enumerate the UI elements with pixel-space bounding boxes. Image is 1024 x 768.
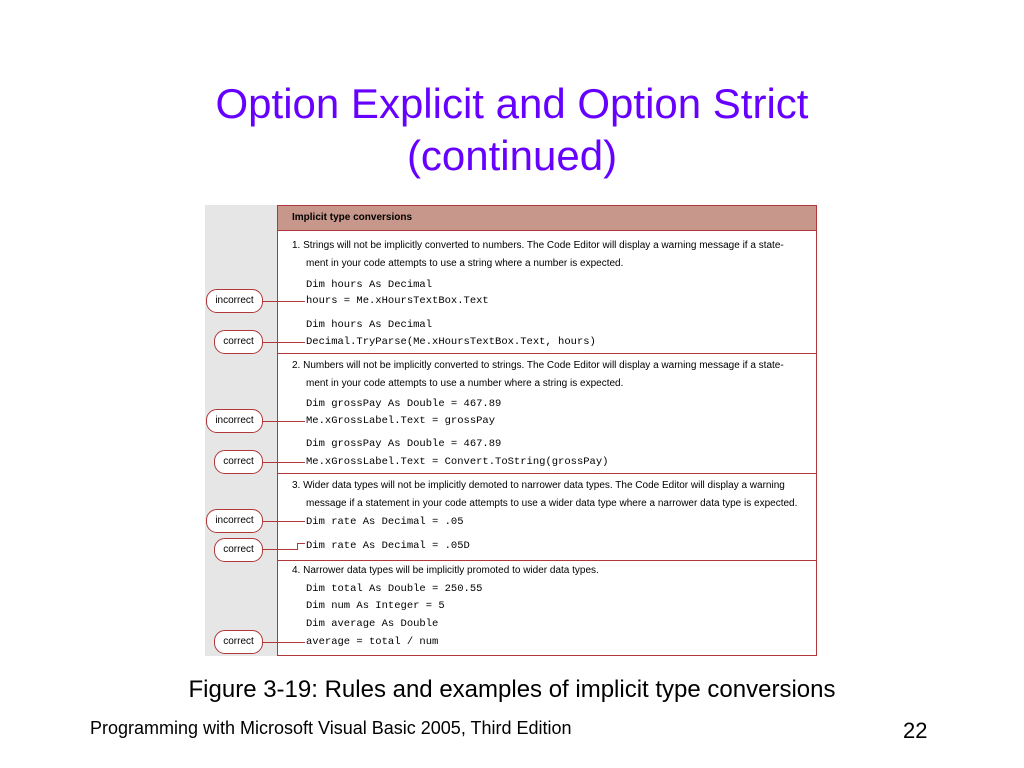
rule4-code-line3: Dim average As Double (306, 618, 439, 630)
rule1-correct-code-line1: Dim hours As Decimal (306, 319, 433, 331)
rule3-text-line1: 3. Wider data types will not be implicitly demoted to narrower data types. The Code Editor will display a warning (292, 480, 785, 491)
label-connector (262, 549, 297, 550)
correct-label: correct (214, 330, 263, 354)
rule2-incorrect-code-line1: Dim grossPay As Double = 467.89 (306, 398, 502, 410)
rule1-correct-code-line2: Decimal.TryParse(Me.xHoursTextBox.Text, hours) (306, 336, 596, 348)
rule1-incorrect-code-line2: hours = Me.xHoursTextBox.Text (306, 295, 489, 307)
label-connector (262, 521, 305, 522)
figure-header-text: Implicit type conversions (292, 212, 413, 223)
label-connector (297, 543, 298, 550)
rule2-correct-code-line1: Dim grossPay As Double = 467.89 (306, 438, 502, 450)
rule3-text-line2: message if a statement in your code attempts to use a wider data type where a narrower data type is expected. (306, 498, 798, 509)
rule4-code-line1: Dim total As Double = 250.55 (306, 583, 483, 595)
figure-implicit-conversions (205, 205, 817, 656)
slide-footer: Programming with Microsoft Visual Basic 2005, Third Edition (90, 718, 572, 738)
label-connector (262, 342, 305, 343)
rule2-incorrect-code-line2: Me.xGrossLabel.Text = grossPay (306, 415, 496, 427)
rule4-text-line1: 4. Narrower data types will be implicitly promoted to wider data types. (292, 565, 599, 576)
label-connector (262, 462, 305, 463)
rule2-correct-code-line2: Me.xGrossLabel.Text = Convert.ToString(grossPay) (306, 456, 609, 468)
slide-title-line1: Option Explicit and Option Strict (215, 80, 809, 127)
page-number: 22 (903, 718, 928, 743)
correct-label: correct (214, 538, 263, 562)
rule4-code-line2: Dim num As Integer = 5 (306, 600, 445, 612)
rule1-text-line2: ment in your code attempts to use a string where a number is expected. (306, 258, 624, 269)
label-connector (262, 642, 305, 643)
incorrect-label: incorrect (206, 509, 263, 533)
rule2-text-line2: ment in your code attempts to use a number where a string is expected. (306, 378, 624, 389)
rule-divider (278, 560, 816, 561)
rule3-correct-code: Dim rate As Decimal = .05D (306, 540, 470, 552)
rule-divider (278, 473, 816, 474)
rule3-incorrect-code: Dim rate As Decimal = .05 (306, 516, 464, 528)
figure-header (278, 206, 816, 231)
incorrect-label: incorrect (206, 409, 263, 433)
rule-divider (278, 353, 816, 354)
rule1-incorrect-code-line1: Dim hours As Decimal (306, 279, 433, 291)
label-connector (262, 421, 305, 422)
label-connector (297, 543, 305, 544)
correct-label: correct (214, 450, 263, 474)
figure-caption: Figure 3-19: Rules and examples of implicit type conversions (188, 676, 836, 703)
incorrect-label: incorrect (206, 289, 263, 313)
correct-label: correct (214, 630, 263, 654)
slide-title-line2: (continued) (406, 132, 618, 179)
rule2-text-line1: 2. Numbers will not be implicitly converted to strings. The Code Editor will display a warning message if a state- (292, 360, 784, 371)
rule4-code-line4: average = total / num (306, 636, 439, 648)
rule1-text-line1: 1. Strings will not be implicitly converted to numbers. The Code Editor will display a warning message if a state- (292, 240, 784, 251)
label-connector (262, 301, 305, 302)
figure-panel (277, 205, 817, 656)
slide-title (0, 78, 1024, 182)
